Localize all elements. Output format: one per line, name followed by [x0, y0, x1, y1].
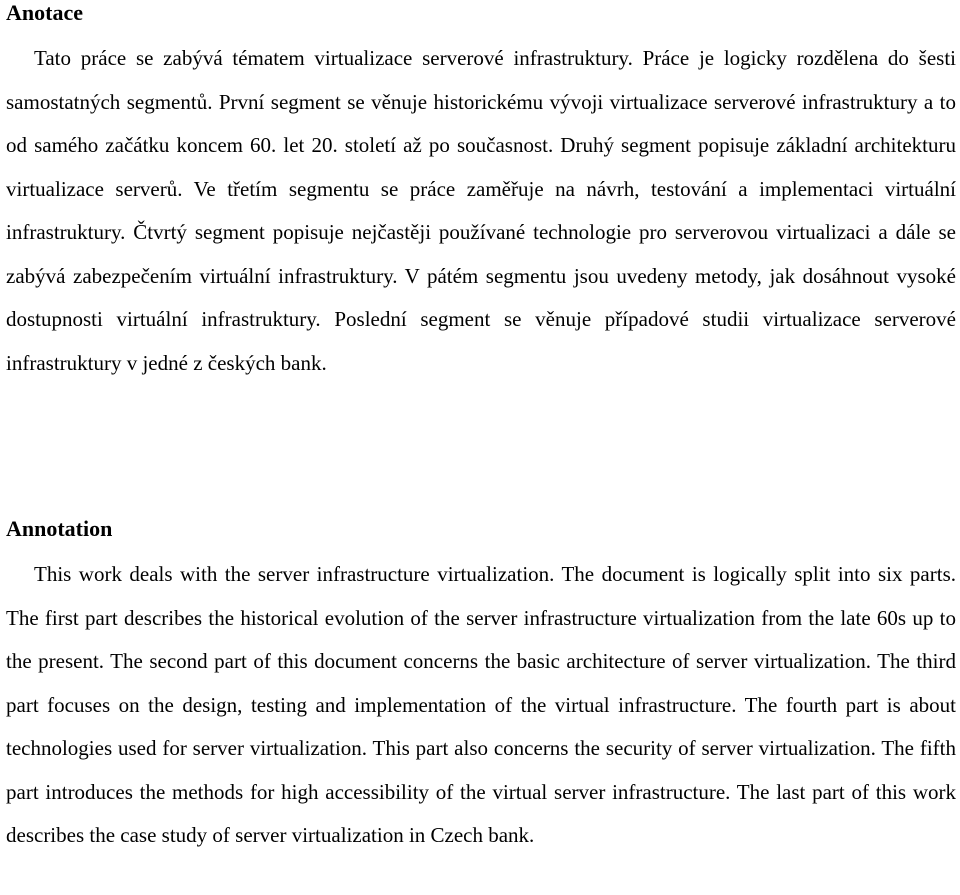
english-annotation-paragraph: This work deals with the server infrastructure virtualization. The document is logically split into six parts. The first part describes the historical evolution of the server infrastructure virtualization from the late 60s up to the present. The second part of this document concerns the basic architecture of server virtualization. The third part focuses on the design, testing and implementation of the virtual infrastructure. The fourth part is about technologies used for server virtualization. This part also concerns the security of server virtualization. The fifth part introduces the methods for high accessibility of the virtual server infrastructure. The last part of this work describes the case study of server virtualization in Czech bank.: [6, 562, 956, 847]
english-annotation-section: [6, 516, 956, 858]
czech-annotation-paragraph: Tato práce se zabývá tématem virtualizace serverové infrastruktury. Práce je logicky rozdělena do šesti samostatných segmentů. První segment se věnuje historickému vývoji virtualizace serverové infrastruktury a to od samého začátku koncem 60. let 20. století až po současnost. Druhý segment popisuje základní architekturu virtualizace serverů. Ve třetím segmentu se práce zaměřuje na návrh, testování a implementaci virtuální infrastruktury. Čtvrtý segment popisuje nejčastěji používané technologie pro serverovou virtualizaci a dále se zabývá zabezpečením virtuální infrastruktury. V pátém segmentu jsou uvedeny metody, jak dosáhnout vysoké dostupnosti virtuální infrastruktury. Poslední segment se věnuje případové studii virtualizace serverové infrastruktury v jedné z českých bank.: [6, 46, 956, 375]
czech-annotation-section: [6, 0, 956, 385]
english-annotation-heading: Annotation: [6, 516, 113, 541]
czech-annotation-heading: Anotace: [6, 0, 83, 25]
